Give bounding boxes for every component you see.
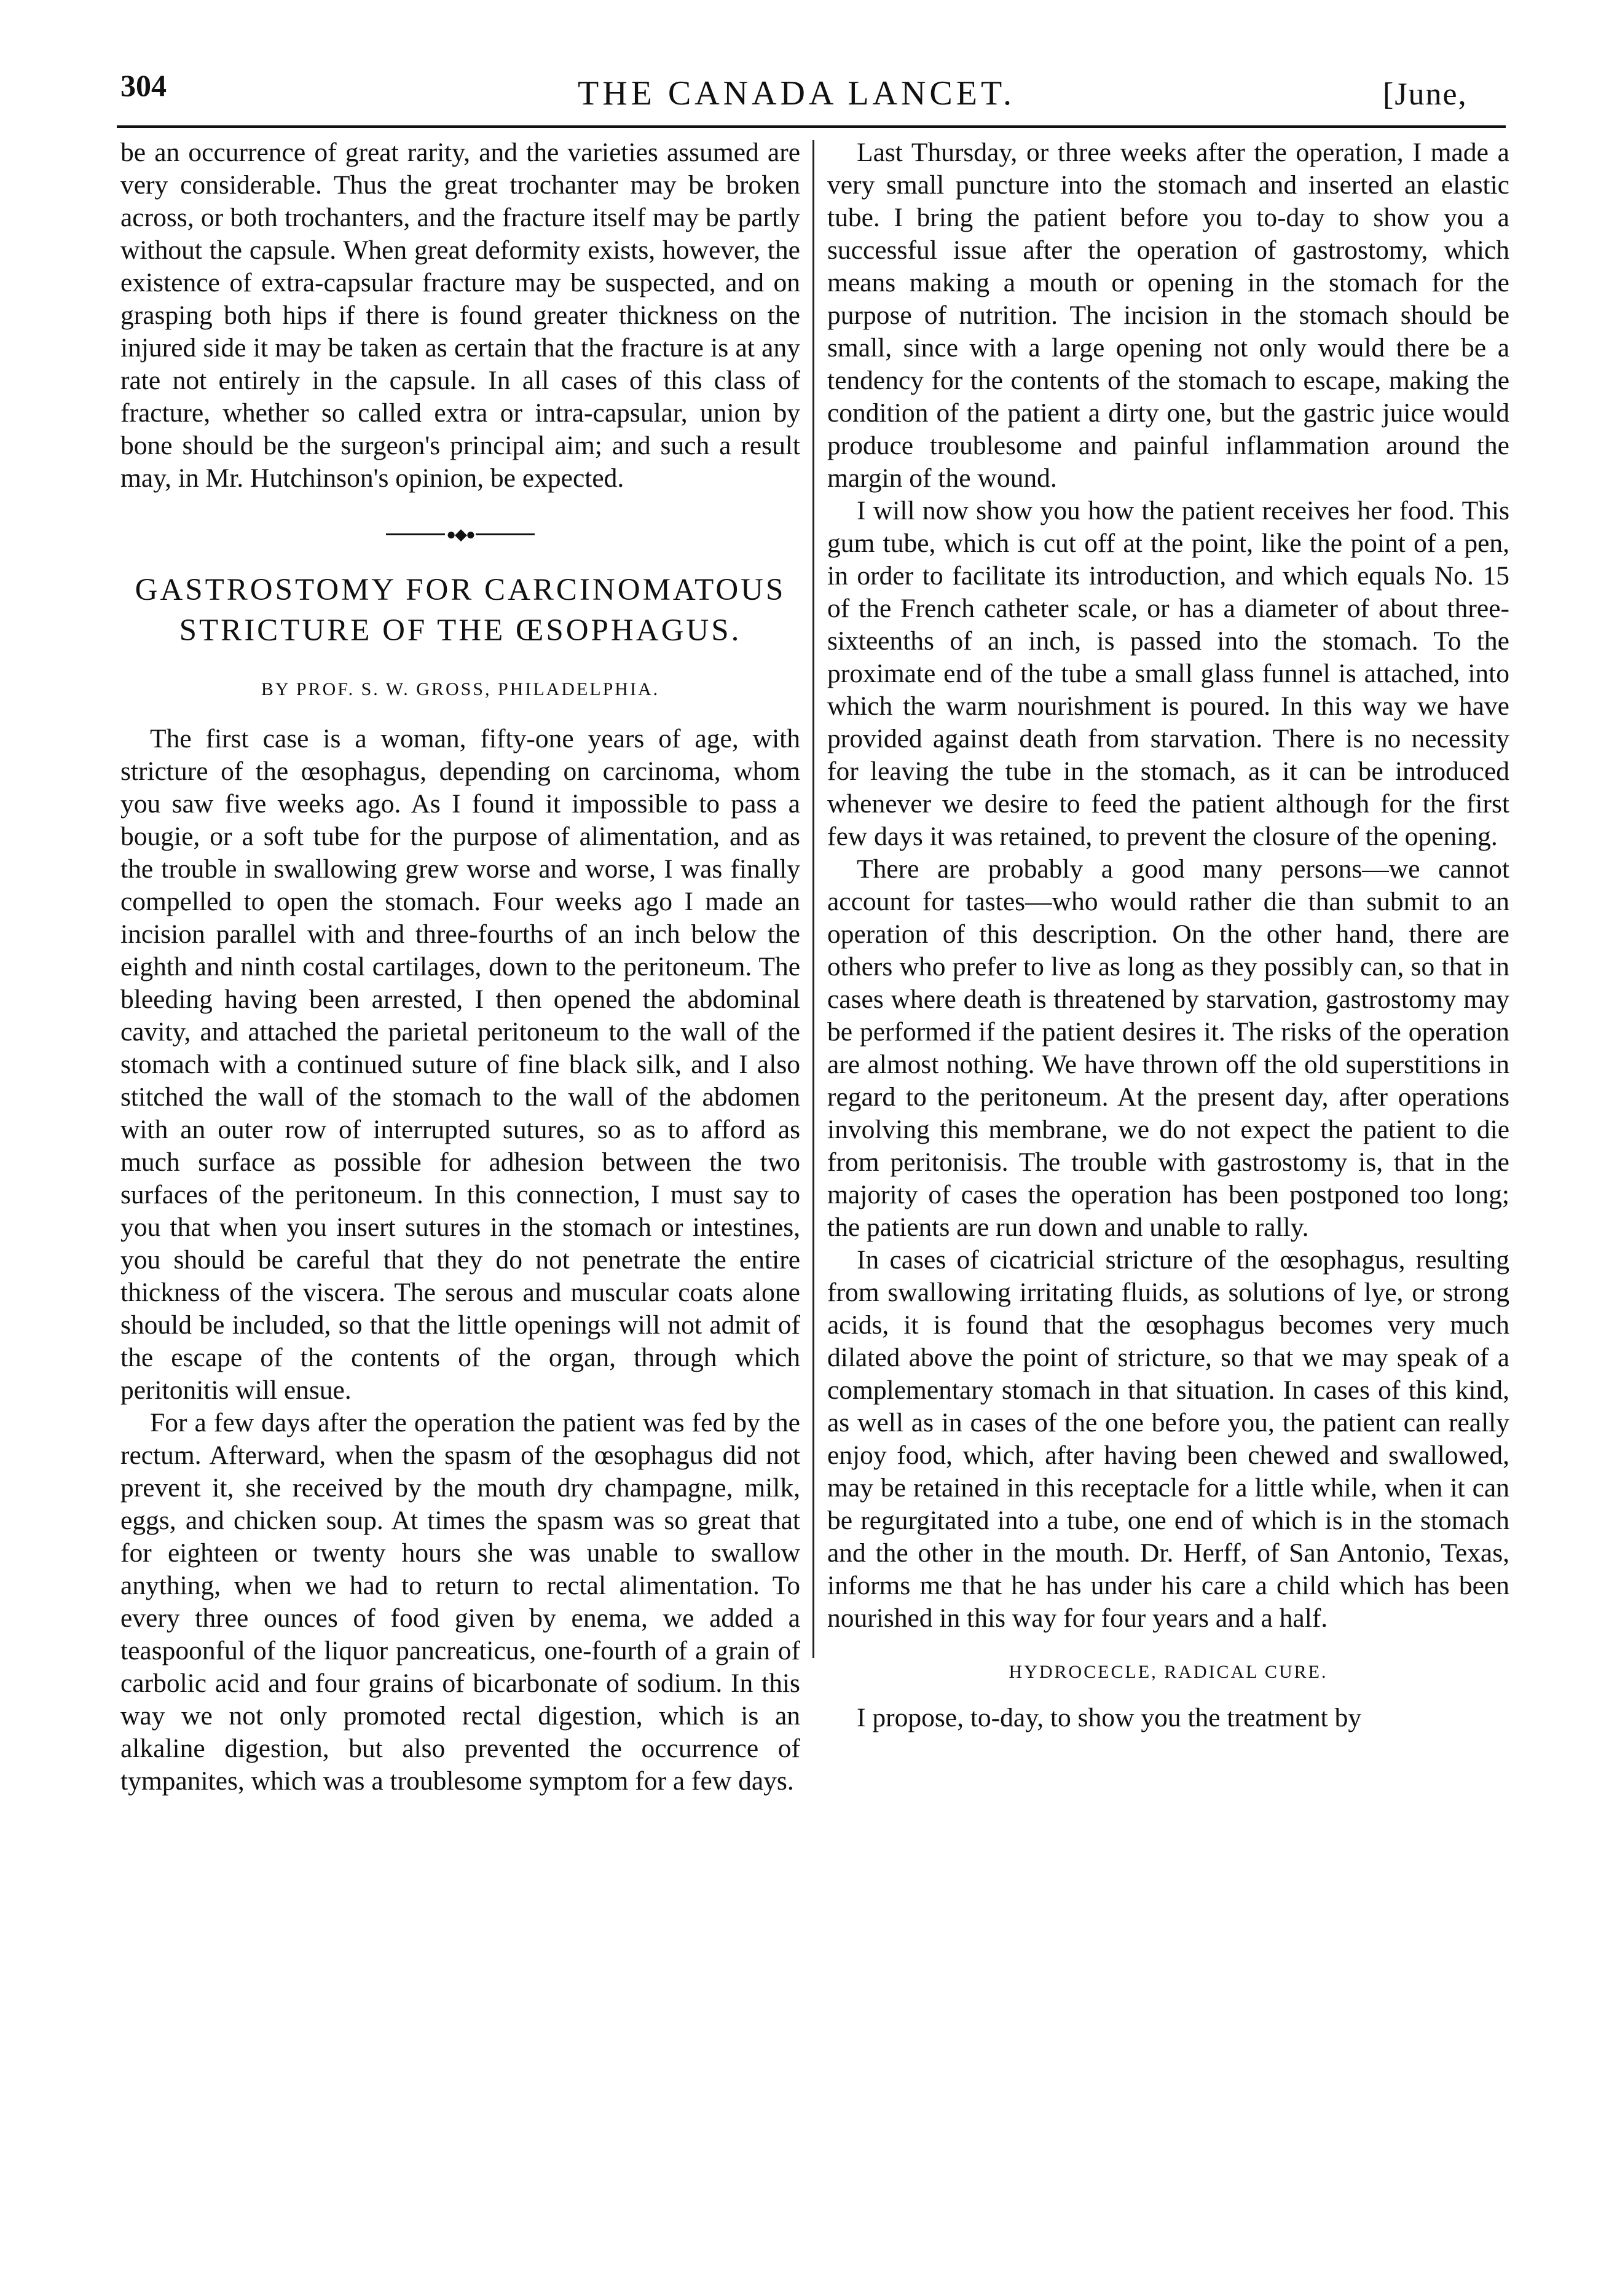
ornament-line-left	[386, 533, 445, 535]
ornament-dots: ●◆●	[446, 525, 474, 543]
ornament-line-right	[476, 533, 535, 535]
body-paragraph: In cases of cicatricial stricture of the œsophagus, resulting from swallowing irritating fluids, as solutions of lye, or strong acids, it is found that the œsophagus becomes very much dilated above the point of stricture, so that we may speak of a complementary stomach in that situation. In cases of this kind, as well as in cases of the one before you, the patient can really enjoy food, which, after having been chewed and swallowed, may be retained in this receptacle for a little while, when it can be regurgitated into a tube, one end of which is in the stomach and the other in the mouth. Dr. Herff, of San Antonio, Texas, informs me that he has under his care a child which has been nourished in this way for four years and a half.	[827, 1245, 1509, 1633]
body-paragraph: For a few days after the operation the patient was fed by the rectum. Afterward, when the spasm of the œsophagus did not prevent it, she received by the mouth dry champagne, milk, eggs, and chicken soup. At times the spasm was so great that for eighteen or twenty hours she was unable to swallow anything, when we had to return to rectal alimentation. To every three ounces of food given by enema, we added a teaspoonful of the liquor pancreaticus, one-fourth of a grain of carbolic acid and four grains of bicarbonate of sodium. In this way we not only promoted rectal digestion, which is an alkaline digestion, but also prevented the occurrence of tympanites, which was a troublesome symptom for a few days.	[120, 1408, 800, 1796]
section-heading: HYDROCECLE, RADICAL CURE.	[1009, 1662, 1328, 1682]
continuation-paragraph: be an occurrence of great rarity, and the varieties assumed are very considerable. Thus the great trochanter may be broken across, or both trochanters, and the fracture itself may be partly without the capsule. When great deformity exists, however, the existence of extra-capsular fracture may be suspected, and on grasping both hips if there is found greater thickness on the injured side it may be taken as certain that the fracture is at any rate not entirely in the capsule. In all cases of this class of fracture, whether so called extra or intra-capsular, union by bone should be the surgeon's principal aim; and such a result may, in Mr. Hutchinson's opinion, be expected.	[120, 138, 800, 493]
journal-title: THE CANADA LANCET.	[578, 74, 1016, 112]
issue-month: [June,	[1383, 77, 1468, 112]
body-paragraph: Last Thursday, or three weeks after the operation, I made a very small puncture into the stomach and inserted an elastic tube. I bring the patient before you to-day to show you a successful issue after the operation of gastrostomy, which means making a mouth or opening in the stomach for the purpose of nutrition. The incision in the stomach should be small, since with a large opening not only would there be a tendency for the contents of the stomach to escape, making the condition of the patient a dirty one, but the gastric juice would produce troublesome and painful inflammation around the margin of the wound.	[827, 138, 1509, 493]
right-column	[827, 136, 1509, 1734]
left-column	[120, 136, 800, 1798]
body-paragraph: The first case is a woman, fifty-one years of age, with stricture of the œsophagus, depending on carcinoma, whom you saw five weeks ago. As I found it impossible to pass a bougie, or a soft tube for the purpose of alimentation, and as the trouble in swallowing grew worse and worse, I was finally compelled to open the stomach. Four weeks ago I made an incision parallel with and three-fourths of an inch below the eighth and ninth costal cartilages, down to the peritoneum. The bleeding having been arrested, I then opened the abdominal cavity, and attached the parietal peritoneum to the wall of the stomach with a continued suture of fine black silk, and I also stitched the wall of the stomach to the wall of the abdomen with an outer row of interrupted sutures, so as to afford as much surface as possible for adhesion between the two surfaces of the peritoneum. In this connection, I must say to you that when you insert sutures in the stomach or intestines, you should be careful that they do not penetrate the entire thickness of the viscera. The serous and muscular coats alone should be included, so that the little openings will not admit of the escape of the contents of the organ, through which peritonitis will ensue.	[120, 724, 800, 1405]
body-paragraph: There are probably a good many persons—we cannot account for tastes—who would rather die than submit to an operation of this description. On the other hand, there are others who prefer to live as long as they possibly can, so that in cases where death is threatened by starvation, gastrostomy may be performed if the patient desires it. The risks of the operation are almost nothing. We have thrown off the old superstitions in regard to the peritoneum. At the present day, after operations involving this membrane, we do not expect the patient to die from peritonisis. The trouble with gastrostomy is, that in the majority of cases the operation has been postponed too long; the patients are run down and unable to rally.	[827, 854, 1509, 1242]
page-number: 304	[120, 68, 167, 103]
column-divider	[812, 140, 814, 1658]
header-rule	[117, 125, 1506, 128]
section-ornament	[120, 516, 800, 552]
article-title: GASTROSTOMY FOR CARCINOMATOUS STRICTURE OF THE ŒSOPHAGUS.	[135, 573, 786, 648]
article-byline: BY PROF. S. W. GROSS, PHILADELPHIA.	[261, 679, 660, 699]
body-paragraph: I propose, to-day, to show you the treatment by	[857, 1703, 1362, 1732]
body-paragraph: I will now show you how the patient receives her food. This gum tube, which is cut off at the point, like the point of a pen, in order to facilitate its introduction, and which equals No. 15 of the French catheter scale, or has a diameter of about three-sixteenths of an inch, is passed into the stomach. To the proximate end of the tube a small glass funnel is attached, into which the warm nourishment is poured. In this way we have provided against death from starvation. There is no necessity for leaving the tube in the stomach, as it can be introduced whenever we desire to feed the patient although for the first few days it was retained, to prevent the closure of the opening.	[827, 496, 1509, 851]
